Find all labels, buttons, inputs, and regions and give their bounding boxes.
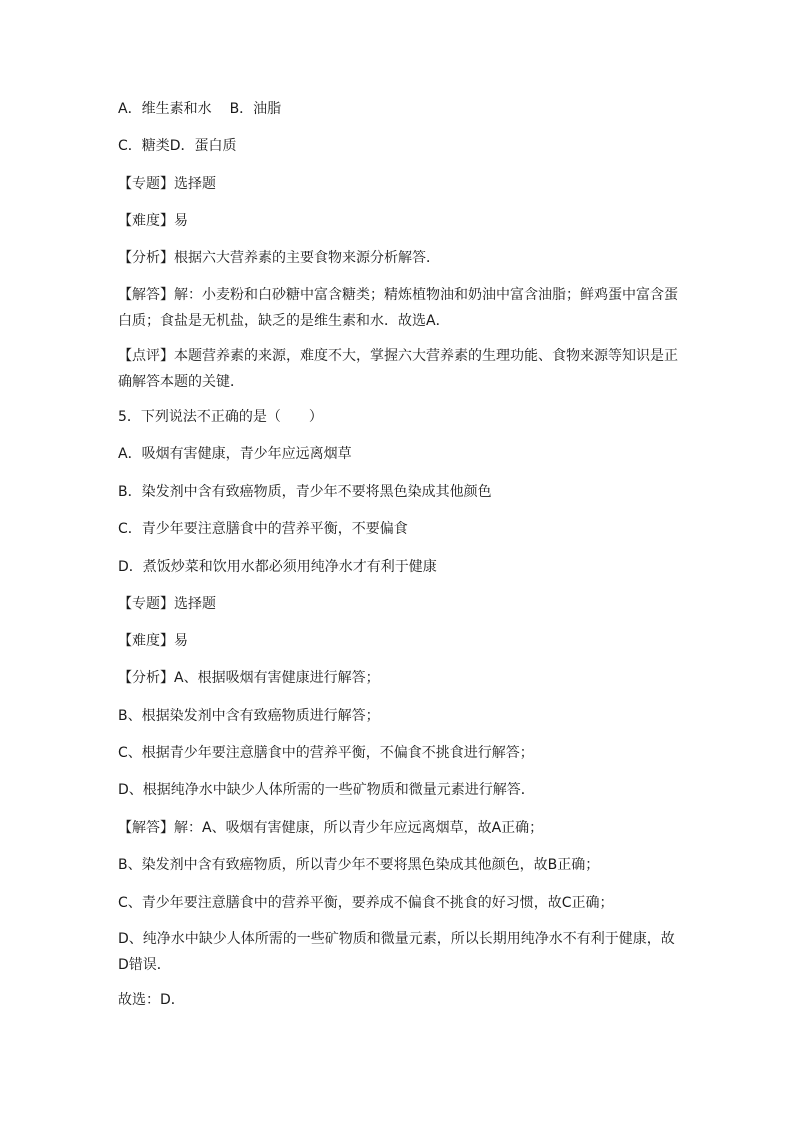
q4-comment: 【点评】本题营养素的来源，难度不大，掌握六大营养素的生理功能、食物来源等知识是正确解答本题的关键．: [118, 348, 678, 390]
q4-options-row-2: [118, 133, 678, 159]
q5-analysis-line: C、根据青少年要注意膳食中的营养平衡，不偏食不挑食进行解答；: [118, 745, 534, 761]
q5-difficulty: 【难度】易: [118, 633, 188, 649]
q5-answer-line: 【解答】解：A、吸烟有害健康，所以青少年应远离烟草，故A正确；: [118, 820, 544, 836]
q5-answer-line: D、纯净水中缺少人体所需的一些矿物质和微量元素，所以长期用纯净水不有利于健康，故D错误．: [118, 931, 675, 973]
q5-analysis-line: B、根据染发剂中含有致癌物质进行解答；: [118, 708, 380, 724]
q5-option-b: B．染发剂中含有致癌物质，青少年不要将黑色染成其他颜色: [118, 484, 492, 500]
q5-option-a: A．吸烟有害健康，青少年应远离烟草: [118, 446, 352, 462]
q5-stem: 5．下列说法不正确的是（ ）: [118, 409, 323, 425]
q4-analysis: 【分析】根据六大营养素的主要食物来源分析解答．: [118, 250, 440, 266]
q4-options-row-1: [118, 96, 678, 122]
q5-analysis-line: 【分析】A、根据吸烟有害健康进行解答；: [118, 670, 380, 686]
q5-option-c: C．青少年要注意膳食中的营养平衡，不要偏食: [118, 521, 408, 537]
q4-answer: 【解答】解：小麦粉和白砂糖中富含糖类；精炼植物油和奶油中富含油脂；鲜鸡蛋中富含蛋白质；食盐是无机盐，缺乏的是维生素和水．故选A．: [118, 287, 678, 329]
q4-option-a: A．维生素和水: [118, 101, 212, 117]
q5-answer-line: C、青少年要注意膳食中的营养平衡，要养成不偏食不挑食的好习惯，故C正确；: [118, 895, 614, 911]
q5-final-answer: 故选：D．: [118, 992, 185, 1008]
q4-option-b: B．油脂: [229, 101, 282, 117]
q5-answer-line: B、染发剂中含有致癌物质，所以青少年不要将黑色染成其他颜色，故B正确；: [118, 857, 600, 873]
q5-analysis-line: D、根据纯净水中缺少人体所需的一些矿物质和微量元素进行解答．: [118, 782, 535, 798]
q4-option-c: C．糖类: [118, 138, 170, 154]
q4-topic: 【专题】选择题: [118, 176, 216, 192]
q4-option-d: D．蛋白质: [169, 138, 237, 154]
q4-difficulty: 【难度】易: [118, 213, 188, 229]
q5-option-d: D．煮饭炒菜和饮用水都必须用纯净水才有利于健康: [118, 559, 437, 575]
q5-topic: 【专题】选择题: [118, 596, 216, 612]
